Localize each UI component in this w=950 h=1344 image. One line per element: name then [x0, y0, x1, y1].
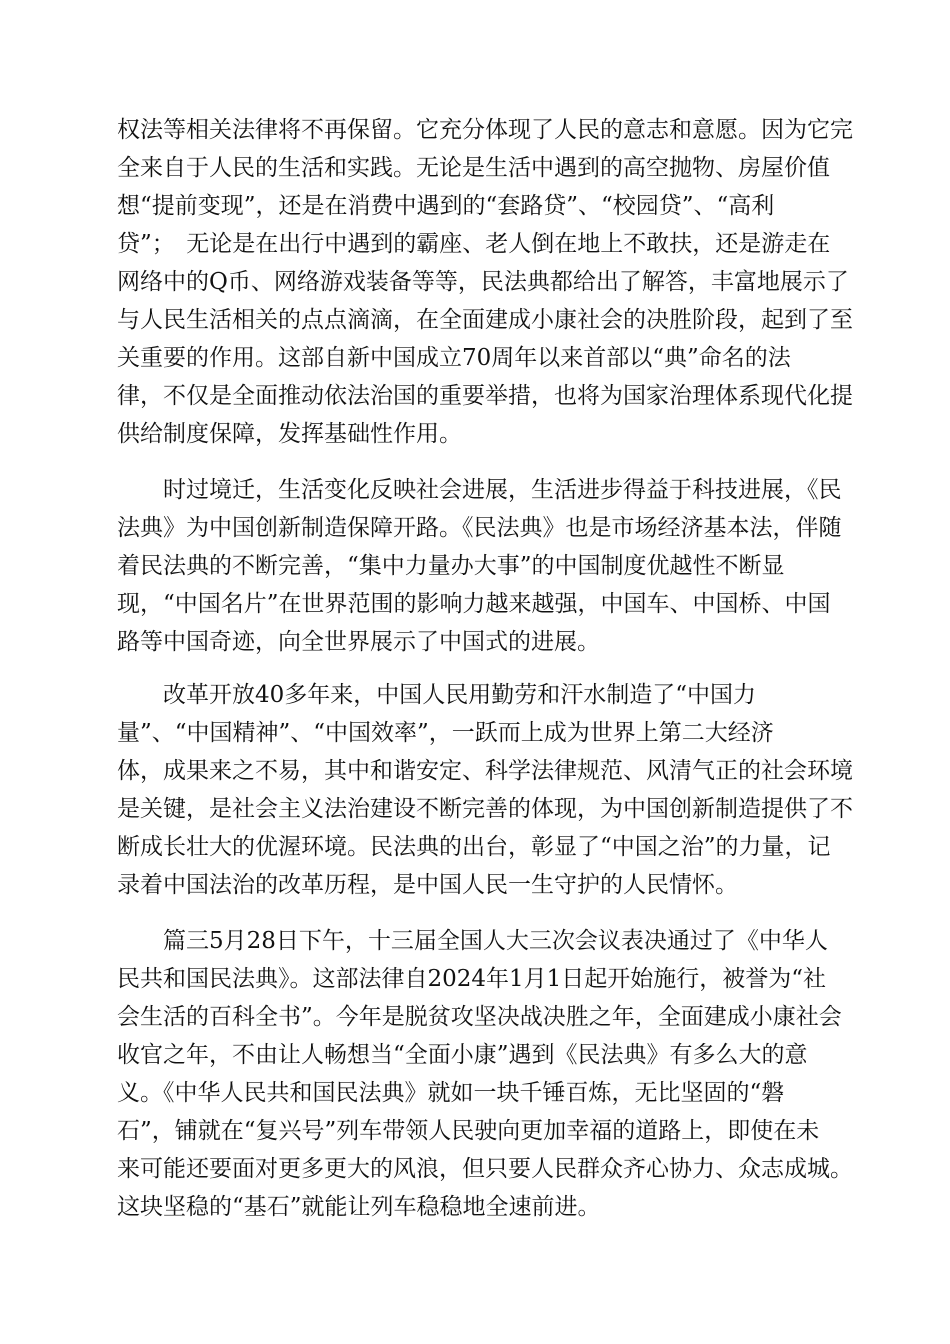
paragraph-line: 法典》为中国创新制造保障开路。《民法典》也是市场经济基本法，伴随	[117, 515, 842, 541]
paragraph-line: 量”、“中国精神”、“中国效率”，一跃而上成为世界上第二大经济	[117, 720, 774, 746]
paragraph-line: 录着中国法治的改革历程，是中国人民一生守护的人民情怀。	[117, 872, 738, 898]
paragraph-line: 这块坚稳的“基石”就能让列车稳稳地全速前进。	[117, 1194, 601, 1220]
paragraph-line: 断成长壮大的优渥环境。民法典的出台，彰显了“中国之治”的力量，记	[117, 834, 831, 860]
paragraph-line: 石”，铺就在“复兴号”列车带领人民驶向更加幸福的道路上，即使在未	[117, 1118, 820, 1144]
paragraph-line: 供给制度保障，发挥基础性作用。	[117, 421, 462, 447]
paragraph-line: 来可能还要面对更多更大的风浪，但只要人民群众齐心协力、众志成城。	[117, 1156, 853, 1182]
paragraph-line: 篇三5月28日下午，十三届全国人大三次会议表决通过了《中华人	[163, 928, 828, 954]
paragraph-line: 是关键，是社会主义法治建设不断完善的体现，为中国创新制造提供了不	[117, 796, 853, 822]
paragraph-2	[117, 471, 842, 661]
paragraph-line: 体，成果来之不易，其中和谐安定、科学法律规范、风清气正的社会环境	[117, 758, 853, 784]
paragraph-line: 贷”； 无论是在出行中遇到的霸座、老人倒在地上不敢扶，还是游走在	[117, 231, 831, 257]
paragraph-line: 与人民生活相关的点点滴滴，在全面建成小康社会的决胜阶段，起到了至	[117, 307, 853, 333]
paragraph-line: 全来自于人民的生活和实践。无论是生活中遇到的高空抛物、房屋价值	[117, 155, 830, 181]
paragraph-line: 想“提前变现”，还是在消费中遇到的“套路贷”、“校园贷”、“高利	[117, 193, 775, 219]
paragraph-4	[117, 922, 853, 1226]
paragraph-line: 时过境迁，生活变化反映社会进展，生活进步得益于科技进展，《民	[163, 477, 842, 503]
paragraph-line: 义。《中华人民共和国民法典》就如一块千锤百炼，无比坚固的“磐	[117, 1080, 785, 1106]
paragraph-line: 民共和国民法典》。这部法律自2024年1月1日起开始施行，被誉为“社	[117, 966, 827, 992]
paragraph-line: 网络中的Q币、网络游戏装备等等，民法典都给出了解答，丰富地展示了	[117, 269, 849, 295]
paragraph-line: 关重要的作用。这部自新中国成立70周年以来首部以“典”命名的法	[117, 345, 791, 371]
paragraph-line: 律，不仅是全面推动依法治国的重要举措，也将为国家治理体系现代化提	[117, 383, 853, 409]
paragraph-line: 路等中国奇迹，向全世界展示了中国式的进展。	[117, 629, 600, 655]
paragraph-line: 会生活的百科全书”。今年是脱贫攻坚决战决胜之年，全面建成小康社会	[117, 1004, 842, 1030]
paragraph-line: 收官之年，不由让人畅想当“全面小康”遇到《民法典》有多么大的意	[117, 1042, 808, 1068]
paragraph-line: 现，“中国名片”在世界范围的影响力越来越强，中国车、中国桥、中国	[117, 591, 831, 617]
paragraph-line: 改革开放40多年来，中国人民用勤劳和汗水制造了“中国力	[163, 682, 757, 708]
paragraph-1	[117, 111, 853, 453]
paragraph-line: 权法等相关法律将不再保留。它充分体现了人民的意志和意愿。因为它完	[117, 117, 853, 143]
paragraph-3	[117, 676, 853, 904]
paragraph-line: 着民法典的不断完善，“集中力量办大事”的中国制度优越性不断显	[117, 553, 785, 579]
